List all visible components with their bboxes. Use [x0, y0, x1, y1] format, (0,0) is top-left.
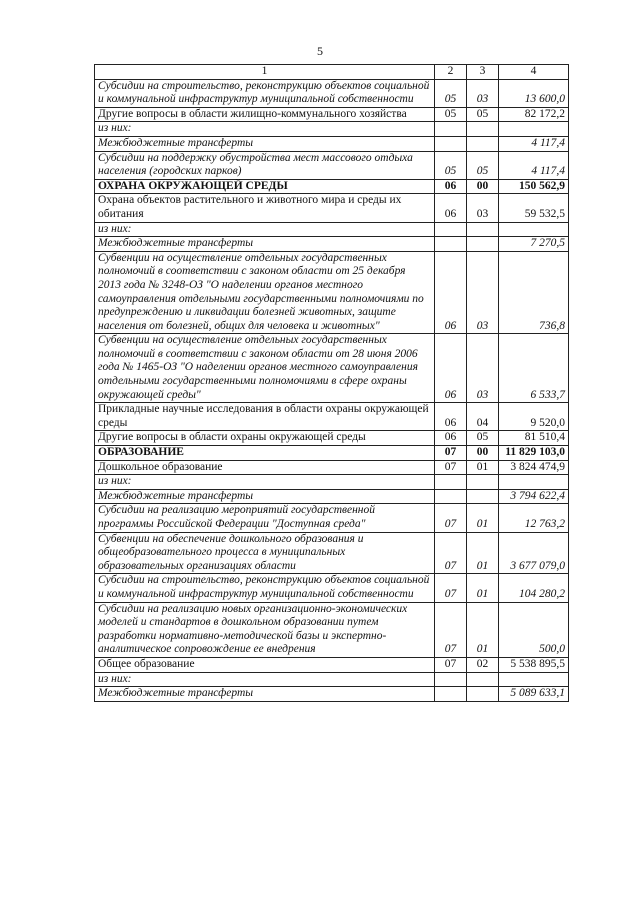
row-code-section: 05 [435, 151, 467, 179]
header-col-3: 3 [467, 65, 499, 80]
row-code-section [435, 672, 467, 687]
row-code-section [435, 136, 467, 151]
row-amount [499, 222, 569, 237]
row-amount: 500,0 [499, 602, 569, 657]
header-col-2: 2 [435, 65, 467, 80]
row-code-subsection: 03 [467, 334, 499, 403]
table-row [95, 475, 569, 490]
row-name: Субвенции на обеспечение дошкольного образования и общеобразовательного процесса в муниципальных образовательных организациях области [95, 532, 435, 574]
row-amount: 9 520,0 [499, 403, 569, 431]
row-code-section: 06 [435, 179, 467, 194]
row-amount: 3 794 622,4 [499, 489, 569, 504]
table-row [95, 687, 569, 702]
row-code-section: 07 [435, 504, 467, 532]
row-amount: 81 510,4 [499, 431, 569, 446]
row-code-section [435, 122, 467, 137]
row-code-section [435, 687, 467, 702]
row-name: Дошкольное образование [95, 460, 435, 475]
row-name: Субвенции на осуществление отдельных государственных полномочий в соответствии с законом области от 25 декабря 2013 года № 3248-ОЗ "О наделении органов местного самоуправления отдельными государственными полномочиями по предупреждению и ликвидации болезней животных, защите населения от болезней, общих для человека и животных" [95, 251, 435, 334]
row-amount [499, 672, 569, 687]
row-code-subsection: 05 [467, 107, 499, 122]
table-row [95, 151, 569, 179]
row-code-subsection: 01 [467, 532, 499, 574]
row-code-subsection: 01 [467, 504, 499, 532]
row-code-subsection: 01 [467, 460, 499, 475]
table-row [95, 489, 569, 504]
row-name: Субсидии на реализацию мероприятий государственной программы Российской Федерации "Доступная среда" [95, 504, 435, 532]
row-amount [499, 122, 569, 137]
table-row [95, 237, 569, 252]
row-name: Субсидии на строительство, реконструкцию объектов социальной и коммунальной инфраструктур муниципальной собственности [95, 79, 435, 107]
row-code-subsection [467, 489, 499, 504]
row-code-subsection: 03 [467, 194, 499, 222]
row-code-section: 07 [435, 574, 467, 602]
row-code-section: 05 [435, 79, 467, 107]
row-code-section: 06 [435, 194, 467, 222]
table-row [95, 446, 569, 461]
row-code-section [435, 222, 467, 237]
row-name: Субвенции на осуществление отдельных государственных полномочий в соответствии с законом области от 28 июня 2006 года № 1465-ОЗ "О наделении органов местного самоуправления отдельными государственными полномочиями в сфере охраны окружающей среды" [95, 334, 435, 403]
row-amount: 3 677 079,0 [499, 532, 569, 574]
row-code-section: 07 [435, 460, 467, 475]
row-name: Прикладные научные исследования в области охраны окружающей среды [95, 403, 435, 431]
table-row [95, 504, 569, 532]
row-code-subsection: 05 [467, 151, 499, 179]
row-name: из них: [95, 475, 435, 490]
row-name: Межбюджетные трансферты [95, 687, 435, 702]
row-amount: 82 172,2 [499, 107, 569, 122]
row-code-subsection: 04 [467, 403, 499, 431]
row-amount: 5 538 895,5 [499, 657, 569, 672]
row-code-subsection: 02 [467, 657, 499, 672]
row-code-subsection: 03 [467, 79, 499, 107]
row-amount: 736,8 [499, 251, 569, 334]
table-row [95, 334, 569, 403]
row-amount [499, 475, 569, 490]
row-amount: 4 117,4 [499, 136, 569, 151]
row-amount: 7 270,5 [499, 237, 569, 252]
row-code-section: 05 [435, 107, 467, 122]
row-amount: 150 562,9 [499, 179, 569, 194]
row-code-section [435, 475, 467, 490]
table-row [95, 403, 569, 431]
row-name: из них: [95, 672, 435, 687]
table-row [95, 657, 569, 672]
row-name: Субсидии на строительство, реконструкцию объектов социальной и коммунальной инфраструктур муниципальной собственности [95, 574, 435, 602]
row-code-section: 06 [435, 431, 467, 446]
table-row [95, 179, 569, 194]
row-name: Другие вопросы в области жилищно-коммунального хозяйства [95, 107, 435, 122]
budget-table [94, 64, 569, 702]
row-code-subsection: 01 [467, 574, 499, 602]
row-code-subsection [467, 222, 499, 237]
header-col-4: 4 [499, 65, 569, 80]
row-name: ОБРАЗОВАНИЕ [95, 446, 435, 461]
page-number: 5 [317, 44, 323, 58]
table-row [95, 107, 569, 122]
row-code-section [435, 237, 467, 252]
row-name: из них: [95, 222, 435, 237]
table-row [95, 602, 569, 657]
row-code-section: 07 [435, 657, 467, 672]
row-amount: 6 533,7 [499, 334, 569, 403]
row-code-section: 06 [435, 334, 467, 403]
row-name: Субсидии на поддержку обустройства мест массового отдыха населения (городских парков) [95, 151, 435, 179]
row-code-subsection: 01 [467, 602, 499, 657]
table-row [95, 251, 569, 334]
row-code-subsection [467, 237, 499, 252]
row-name: ОХРАНА ОКРУЖАЮЩЕЙ СРЕДЫ [95, 179, 435, 194]
table-row [95, 672, 569, 687]
table-header-row [95, 65, 569, 80]
row-amount: 3 824 474,9 [499, 460, 569, 475]
row-code-subsection: 03 [467, 251, 499, 334]
row-amount: 12 763,2 [499, 504, 569, 532]
row-code-subsection [467, 122, 499, 137]
table-row [95, 222, 569, 237]
row-amount: 104 280,2 [499, 574, 569, 602]
row-name: Общее образование [95, 657, 435, 672]
row-code-section: 07 [435, 602, 467, 657]
row-code-subsection: 00 [467, 179, 499, 194]
table-row [95, 460, 569, 475]
row-code-subsection [467, 136, 499, 151]
header-col-1: 1 [95, 65, 435, 80]
row-code-section: 07 [435, 532, 467, 574]
row-name: Субсидии на реализацию новых организационно-экономических моделей и стандартов в дошкольном образовании путем разработки нормативно-методической базы и экспертно-аналитическое сопровождение ее внедрения [95, 602, 435, 657]
table-row [95, 574, 569, 602]
table-row [95, 431, 569, 446]
table-row [95, 122, 569, 137]
row-name: из них: [95, 122, 435, 137]
row-amount: 11 829 103,0 [499, 446, 569, 461]
row-code-subsection: 00 [467, 446, 499, 461]
row-name: Другие вопросы в области охраны окружающей среды [95, 431, 435, 446]
row-name: Межбюджетные трансферты [95, 237, 435, 252]
row-amount: 59 532,5 [499, 194, 569, 222]
row-code-subsection [467, 672, 499, 687]
row-name: Охрана объектов растительного и животного мира и среды их обитания [95, 194, 435, 222]
table-row [95, 136, 569, 151]
row-code-subsection [467, 475, 499, 490]
row-code-section: 07 [435, 446, 467, 461]
row-code-section: 06 [435, 251, 467, 334]
row-code-subsection [467, 687, 499, 702]
row-name: Межбюджетные трансферты [95, 489, 435, 504]
table-row [95, 532, 569, 574]
row-code-section: 06 [435, 403, 467, 431]
row-code-section [435, 489, 467, 504]
table-row [95, 194, 569, 222]
row-amount: 13 600,0 [499, 79, 569, 107]
table-row [95, 79, 569, 107]
row-name: Межбюджетные трансферты [95, 136, 435, 151]
row-amount: 4 117,4 [499, 151, 569, 179]
row-code-subsection: 05 [467, 431, 499, 446]
row-amount: 5 089 633,1 [499, 687, 569, 702]
